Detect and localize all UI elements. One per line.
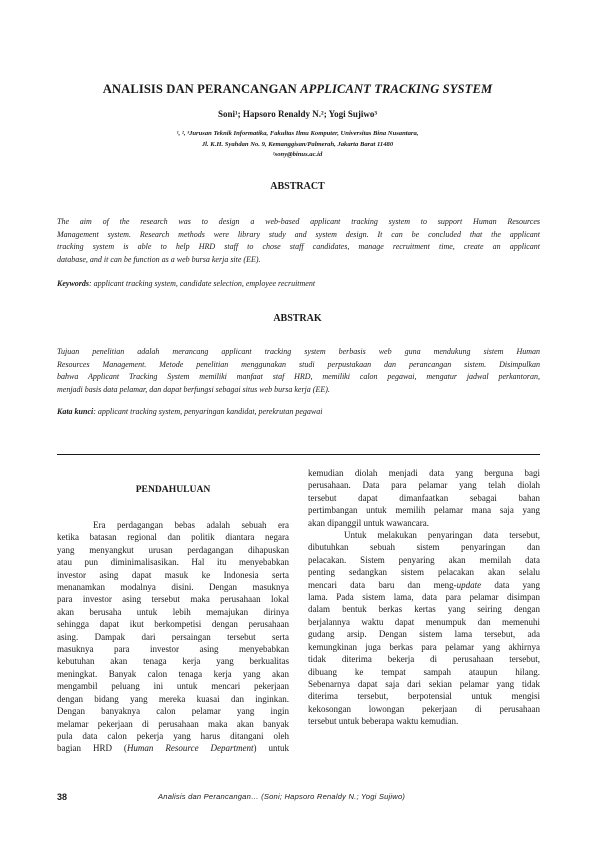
body-line: tidak diterima bekerja di perusahaan tersebut, — [308, 654, 540, 665]
abstract-body — [57, 216, 540, 266]
section-heading-pendahuluan: PENDAHULUAN — [135, 484, 211, 495]
section-divider — [57, 454, 540, 455]
body-line: investor asing dapat masuk ke Indonesia serta — [57, 569, 289, 580]
abstrak-heading: ABSTRAK — [273, 313, 322, 324]
body-line: dibutuhkan sebuah sistem penyaringan dan — [308, 542, 540, 553]
body-italic: update — [456, 579, 482, 590]
kata-kunci-text: : applicant tracking system, penyaringan kandidat, perekrutan pegawai — [93, 407, 323, 416]
body-line: mengambil peluang ini untuk mencari pekerjaan — [57, 681, 289, 692]
body-text: bagian HRD ( — [57, 743, 127, 754]
body-line: menanamkan modalnya disini. Dengan masuknya — [57, 582, 289, 593]
body-line: atau pun diminimalisasikan. Hal itu menyebabkan — [57, 557, 289, 568]
author-list: Soni¹; Hapsoro Renaldy N.²; Yogi Sujiwo³ — [217, 109, 378, 119]
body-line: pelacakan. Sistem penyaring akan memilah data — [308, 554, 540, 565]
body-line: Era perdagangan bebas adalah sebuah era — [93, 520, 289, 530]
body-line: Dengan banyaknya calon pelamar yang ingin — [57, 706, 289, 717]
body-line: tersebut untuk beberapa waktu kemudian. — [308, 716, 459, 727]
body-line: ketika batasan regional dan politik diantara negara — [57, 532, 289, 543]
abstract-line: database, and it can be function as a web bursa kerja site (EE). — [57, 254, 261, 264]
body-line: yang menyangkut urusan perdagangan dihapuskan — [57, 544, 289, 555]
keywords-text: : applicant tracking system, candidate selection, employee recruitment — [89, 279, 316, 288]
body-text: data yang — [481, 579, 541, 590]
affiliation-line: ¹, ², ³Jurusan Teknik Informatika, Fakultas Ilmu Komputer, Universitas Bina Nusantara, — [176, 130, 419, 137]
body-line: meningkat. Banyak calon tenaga kerja yang akan — [57, 668, 289, 679]
author-email: ¹sony@binus.ac.id — [272, 151, 323, 158]
body-line: kemungkinan juga berkas para pelamar yang akhirnya — [308, 641, 540, 652]
body-line: dalam bentuk berkas kertas yang seiring dengan — [308, 604, 540, 615]
body-line: perusahaan. Data para pelamar yang telah diolah — [308, 480, 540, 491]
body-line: akan dipanggil untuk wawancara. — [308, 517, 429, 528]
body-text: ) untuk — [253, 743, 289, 754]
kata-kunci-label: Kata kunci — [57, 407, 94, 416]
running-footer: Analisis dan Perancangan… (Soni; Hapsoro Renaldy N.; Yogi Sujiwo) — [158, 792, 406, 801]
page-number: 38 — [57, 792, 68, 802]
body-line: akan berusaha untuk lebih memajukan dirinya — [57, 606, 289, 617]
body-line: kebutuhan akan tenaga kerja yang berkualitas — [57, 656, 289, 667]
body-line: kekosongan lowongan pekerjaan di perusahaan — [308, 703, 540, 714]
body-line: dengan bidang yang mereka kuasai dan inginkan. — [57, 693, 289, 704]
keywords-en — [57, 279, 540, 288]
body-text: mencari data baru dan meng- — [308, 579, 457, 590]
abstract-line: The aim of the research was to design a web-based applicant tracking system to support Human Resources — [57, 217, 540, 226]
left-column-text — [57, 519, 289, 755]
body-line: tersebut dapat dimanfaatkan sebagai bahan — [308, 492, 540, 503]
body-line: dibuang ke tempat sampah ataupun hilang. — [308, 666, 540, 677]
abstract-line: Management system. Research methods were library study and system design. It can be concluded that the applicant — [57, 229, 540, 239]
abstrak-line: bahwa Applicant Tracking System memiliki manfaat staf HRD, memiliki calon pegawai, mengatur jadwal perkantoran, — [57, 372, 540, 382]
abstract-line: tracking system is able to help HRD staff to chose staff candidates, manage recruitment time, create an applicant — [57, 242, 540, 252]
body-italic: Human Resource Department — [126, 743, 254, 754]
body-line: gudang arsip. Dengan sistem lama tersebut, ada — [308, 629, 540, 640]
body-line: lama. Pada sistem lama, data para pelamar disimpan — [308, 592, 540, 603]
keywords-label: Keywords — [57, 279, 89, 288]
body-line: Sebenarnya dapat saja dari sekian pelamar yang tidak — [308, 678, 540, 689]
body-line: kemudian diolah menjadi data yang berguna bagi — [308, 468, 540, 478]
body-line: Untuk melakukan penyaringan data tersebut, — [344, 530, 540, 541]
body-line-with-italic — [308, 579, 540, 591]
abstract-heading: ABSTRACT — [270, 181, 325, 192]
body-line: melamar pekerjaan di perusahaan maka akan banyak — [57, 718, 289, 729]
body-line: asing. Dampak dari persaingan tersebut serta — [57, 631, 289, 642]
title-main: ANALISIS DAN PERANCANGAN — [102, 82, 297, 96]
abstrak-line: Resources Management. Metode penelitian menggunakan studi perpustakaan dan perancangan sistem. Disimpulkan — [57, 359, 540, 369]
keywords-id — [57, 407, 540, 416]
body-line: penting sedangkan sistem pelacakan akan selalu — [308, 567, 540, 578]
right-column-text — [308, 467, 540, 728]
abstrak-line: Tujuan penelitian adalah merancang applicant tracking system berbasis web guna mendukung sistem Human — [57, 347, 540, 356]
body-line: pula data calon pekerja yang harus ditangani oleh — [57, 730, 289, 741]
title-italic: APPLICANT TRACKING SYSTEM — [300, 82, 493, 96]
body-line: berjalannya waktu dapat menumpuk dan memenuhi — [308, 616, 540, 627]
body-line-with-italic — [57, 742, 289, 754]
body-line: para investor asing tersebut maka perusahaan lokal — [57, 594, 289, 605]
abstrak-line: menjadi basis data pelamar, dan dapat berfungsi sebagai situs web bursa kerja (EE). — [57, 384, 330, 394]
abstrak-body — [57, 346, 540, 396]
body-line: sehingga dapat ikut berkompetisi dengan perusahaan — [57, 619, 289, 630]
paper-title — [0, 82, 595, 97]
body-line: pertimbangan untuk memilih pelamar mana saja yang — [308, 505, 540, 516]
body-line: diterima tersebut, berpotensial untuk mengisi — [308, 691, 540, 702]
body-line: masuknya para investor asing menyebabkan — [57, 644, 289, 655]
affiliation-address: Jl. K.H. Syahdan No. 9, Kemanggisan/Palmerah, Jakarta Barat 11480 — [201, 140, 394, 148]
